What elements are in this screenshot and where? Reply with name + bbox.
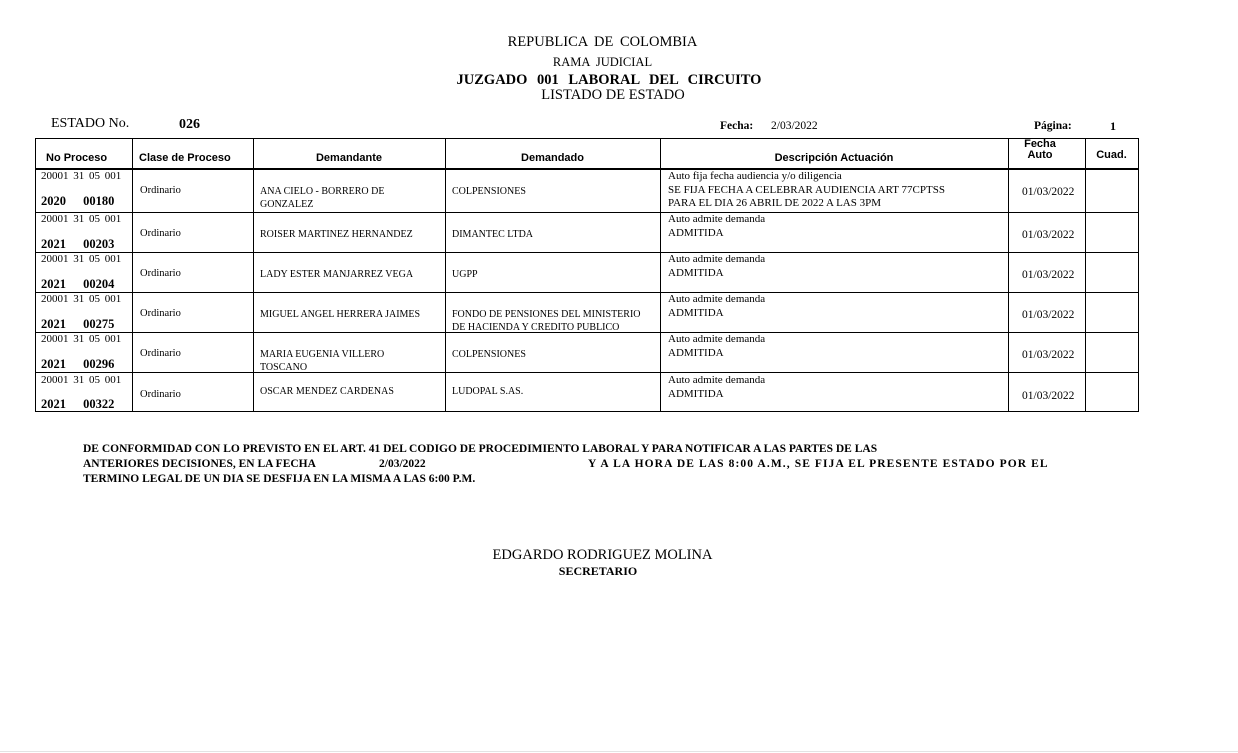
table-row — [36, 292, 1140, 332]
desc-line1: Auto admite demanda — [668, 213, 766, 225]
fecha-auto: 01/03/2022 — [1022, 390, 1075, 402]
demandante — [260, 348, 430, 374]
proceso-prefix: 20001 31 05 001 — [41, 374, 122, 386]
demandado — [452, 385, 652, 398]
descripcion-actuacion — [668, 170, 945, 211]
proceso-prefix: 20001 31 05 001 — [41, 333, 122, 345]
clase-proceso: Ordinario — [140, 268, 181, 279]
fecha-value: 2/03/2022 — [771, 120, 818, 132]
demandante-line1: LADY ESTER MANJARREZ VEGA — [260, 269, 414, 280]
table-row — [36, 332, 1140, 372]
demandado — [452, 185, 652, 198]
proceso-prefix: 20001 31 05 001 — [41, 253, 122, 265]
descripcion-actuacion — [668, 253, 765, 280]
proceso-prefix: 20001 31 05 001 — [41, 213, 122, 225]
header-rama: RAMA JUDICIAL — [552, 55, 653, 69]
desc-line1: Auto admite demanda — [668, 293, 766, 305]
demandado — [452, 228, 652, 241]
clase-proceso: Ordinario — [140, 228, 181, 239]
proceso-number: 2021 00275 — [41, 317, 115, 331]
clase-proceso: Ordinario — [140, 389, 181, 400]
desc-line3: PARA EL DIA 26 ABRIL DE 2022 A LAS 3PM — [668, 197, 882, 209]
desc-line1: Auto admite demanda — [668, 374, 766, 386]
demandante-line1: OSCAR MENDEZ CARDENAS — [260, 386, 394, 397]
demandado — [452, 308, 652, 334]
demandado-line1: DIMANTEC LTDA — [452, 229, 534, 240]
demandado-line1: LUDOPAL S.AS. — [452, 386, 524, 397]
estado-value: 026 — [179, 117, 200, 132]
proceso-number: 2021 00322 — [41, 397, 115, 411]
demandante-line2: GONZALEZ — [260, 199, 314, 210]
table-row — [36, 212, 1140, 252]
descripcion-actuacion — [668, 293, 765, 320]
proceso-prefix: 20001 31 05 001 — [41, 293, 122, 305]
fecha-label: Fecha: — [720, 120, 754, 132]
fecha-auto: 01/03/2022 — [1022, 229, 1075, 241]
demandante — [260, 385, 430, 398]
fecha-auto: 01/03/2022 — [1022, 186, 1075, 198]
proceso-prefix: 20001 31 05 001 — [41, 170, 122, 182]
header-juzgado: JUZGADO 001 LABORAL DEL CIRCUITO — [456, 72, 762, 88]
demandado-line2: DE HACIENDA Y CREDITO PUBLICO — [452, 322, 620, 333]
header-republica: REPUBLICA DE COLOMBIA — [507, 34, 698, 50]
demandante — [260, 185, 430, 211]
notice-line2a: ANTERIORES DECISIONES, EN LA FECHA — [83, 458, 316, 470]
fecha-auto: 01/03/2022 — [1022, 349, 1075, 361]
col-header-cuad: Cuad. — [1096, 149, 1127, 161]
notice-line1: DE CONFORMIDAD CON LO PREVISTO EN EL ART. 41 DEL CODIGO DE PROCEDIMIENTO LABORAL Y PARA NOTIFICAR A LAS PARTES DE LAS — [83, 443, 878, 455]
fecha-auto: 01/03/2022 — [1022, 269, 1075, 281]
desc-line1: Auto admite demanda — [668, 333, 766, 345]
desc-line2: ADMITIDA — [668, 226, 724, 239]
notice-line3: TERMINO LEGAL DE UN DIA SE DESFIJA EN LA MISMA A LAS 6:00 P.M. — [83, 473, 476, 485]
col-header-no-proceso: No Proceso — [46, 152, 108, 164]
col-header-clase: Clase de Proceso — [139, 152, 231, 164]
clase-proceso: Ordinario — [140, 185, 181, 196]
col-header-fecha-auto — [1008, 139, 1072, 161]
demandado — [452, 268, 652, 281]
signature-name: EDGARDO RODRIGUEZ MOLINA — [492, 547, 713, 563]
clase-proceso: Ordinario — [140, 308, 181, 319]
desc-line1: Auto admite demanda — [668, 253, 766, 265]
demandante — [260, 268, 430, 281]
proceso-number: 2021 00204 — [41, 277, 115, 291]
demandante-line1: ROISER MARTINEZ HERNANDEZ — [260, 229, 413, 240]
header-listado: LISTADO DE ESTADO — [541, 87, 685, 103]
descripcion-actuacion — [668, 213, 765, 240]
estado-label: ESTADO No. — [51, 116, 130, 131]
col-header-descripcion: Descripción Actuación — [774, 152, 894, 164]
pagina-label: Página: — [1034, 120, 1072, 132]
bottom-edge — [0, 751, 1238, 752]
proceso-number: 2021 00296 — [41, 357, 115, 371]
col-header-demandante: Demandante — [315, 152, 383, 164]
desc-line2: ADMITIDA — [668, 306, 724, 319]
demandante — [260, 228, 430, 241]
estado-table — [35, 138, 1139, 412]
demandado-line1: COLPENSIONES — [452, 349, 526, 360]
pagina-value: 1 — [1110, 119, 1116, 133]
demandante-line1: ANA CIELO - BORRERO DE — [260, 186, 385, 197]
col-header-fecha-auto-line1: Fecha — [1024, 138, 1056, 150]
demandado — [452, 348, 652, 361]
demandante-line1: MARIA EUGENIA VILLERO — [260, 349, 385, 360]
table-row — [36, 169, 1140, 209]
notice-date: 2/03/2022 — [379, 458, 426, 470]
col-header-demandado: Demandado — [521, 152, 584, 164]
fecha-auto: 01/03/2022 — [1022, 309, 1075, 321]
table-row — [36, 373, 1140, 413]
demandado-line1: COLPENSIONES — [452, 186, 526, 197]
desc-line1: Auto fija fecha audiencia y/o diligencia — [668, 170, 842, 182]
demandante-line2: TOSCANO — [260, 362, 308, 373]
desc-line2: SE FIJA FECHA A CELEBRAR AUDIENCIA ART 77CPTSS — [668, 183, 945, 196]
desc-line2: ADMITIDA — [668, 346, 724, 359]
proceso-number: 2020 00180 — [41, 194, 115, 208]
clase-proceso: Ordinario — [140, 348, 181, 359]
desc-line2: ADMITIDA — [668, 266, 724, 279]
col-header-fecha-auto-line2: Auto — [1027, 149, 1053, 161]
signature-title: SECRETARIO — [558, 564, 638, 578]
table-row — [36, 252, 1140, 292]
demandante-line1: MIGUEL ANGEL HERRERA JAIMES — [260, 309, 421, 320]
notice-line2b: Y A LA HORA DE LAS 8:00 A.M., SE FIJA EL PRESENTE ESTADO POR EL — [588, 458, 1049, 470]
demandado-line1: FONDO DE PENSIONES DEL MINISTERIO — [452, 309, 641, 320]
proceso-number: 2021 00203 — [41, 237, 115, 251]
descripcion-actuacion — [668, 333, 765, 360]
descripcion-actuacion — [668, 374, 765, 401]
demandante — [260, 308, 430, 321]
desc-line2: ADMITIDA — [668, 387, 724, 400]
demandado-line1: UGPP — [452, 269, 478, 280]
